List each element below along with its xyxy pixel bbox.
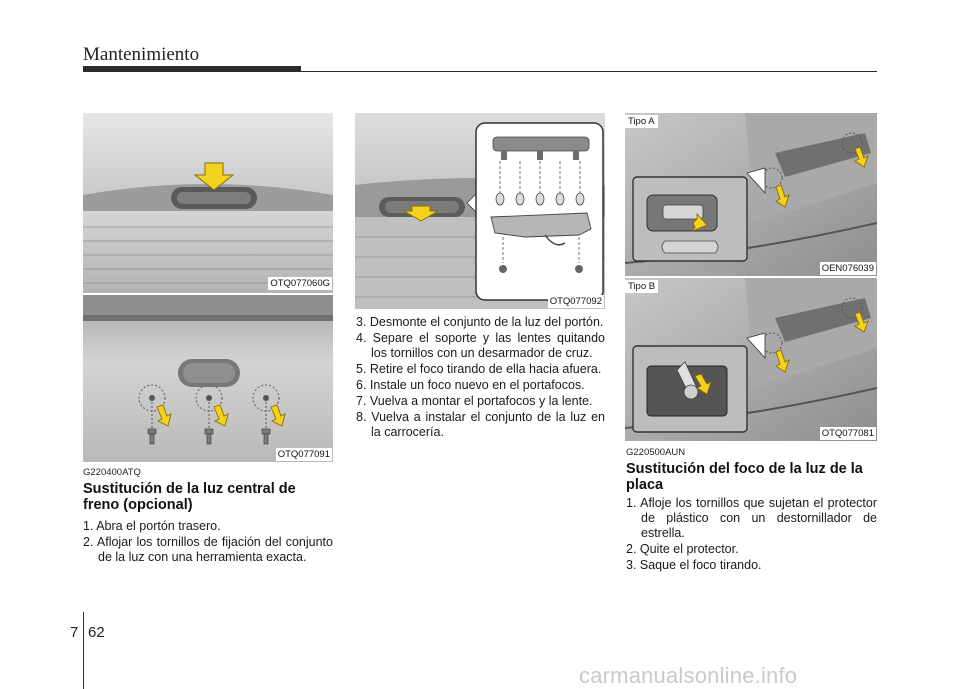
page-number: 62 [88,624,105,641]
figure-code: OTQ077091 [277,449,330,460]
header-rule [83,71,877,72]
chapter-number: 7 [70,624,79,641]
instruction-list [626,496,877,574]
section-code: G220500AUN [626,447,686,458]
figure-plate-light-type-a [625,113,877,276]
list-item: 2. Quite el protector. [626,542,739,556]
site-watermark: carmanualsonline.info [579,663,798,688]
instruction-list [356,315,605,441]
list-item: 4. Separe el soporte y las lentes quitando los tornillos con un desarmador de cruz. [356,331,605,360]
figure-code: OEN076039 [821,263,874,274]
figure-center-brake-light [83,113,333,293]
section-heading: Sustitución de la luz central de freno (opcional) [83,481,296,513]
figure-tailgate-screws [83,295,333,462]
figure-plate-light-type-b [625,278,877,441]
list-item: 5. Retire el foco tirando de ella hacia afuera. [356,362,602,376]
list-item: 1. Afloje los tornillos que sujetan el protector de plástico con un destornillador de estrella. [626,496,877,540]
figure-code: OTQ077092 [549,296,602,307]
list-item: 6. Instale un foco nuevo en el portafocos. [356,378,585,392]
list-item: 8. Vuelva a instalar el conjunto de la luz en la carrocería. [356,410,605,439]
list-item: 3. Desmonte el conjunto de la luz del portón. [356,315,604,329]
figure-code: OTQ077081 [821,428,874,439]
figure-light-assembly [355,113,605,309]
list-item: 3. Saque el foco tirando. [626,558,762,572]
instruction-list [83,519,333,566]
section-heading: Sustitución del foco de la luz de la placa [626,461,863,493]
type-label: Tipo B [625,280,658,293]
list-item: 7. Vuelva a montar el portafocos y la lente. [356,394,593,408]
page-header-title: Mantenimiento [83,44,200,65]
list-item: 1. Abra el portón trasero. [83,519,221,533]
footer-divider [83,612,84,689]
list-item: 2. Aflojar los tornillos de fijación del conjunto de la luz con una herramienta exacta. [83,535,333,564]
section-code: G220400ATQ [83,467,141,478]
type-label: Tipo A [625,115,658,128]
figure-code: OTQ077060G [270,278,330,289]
